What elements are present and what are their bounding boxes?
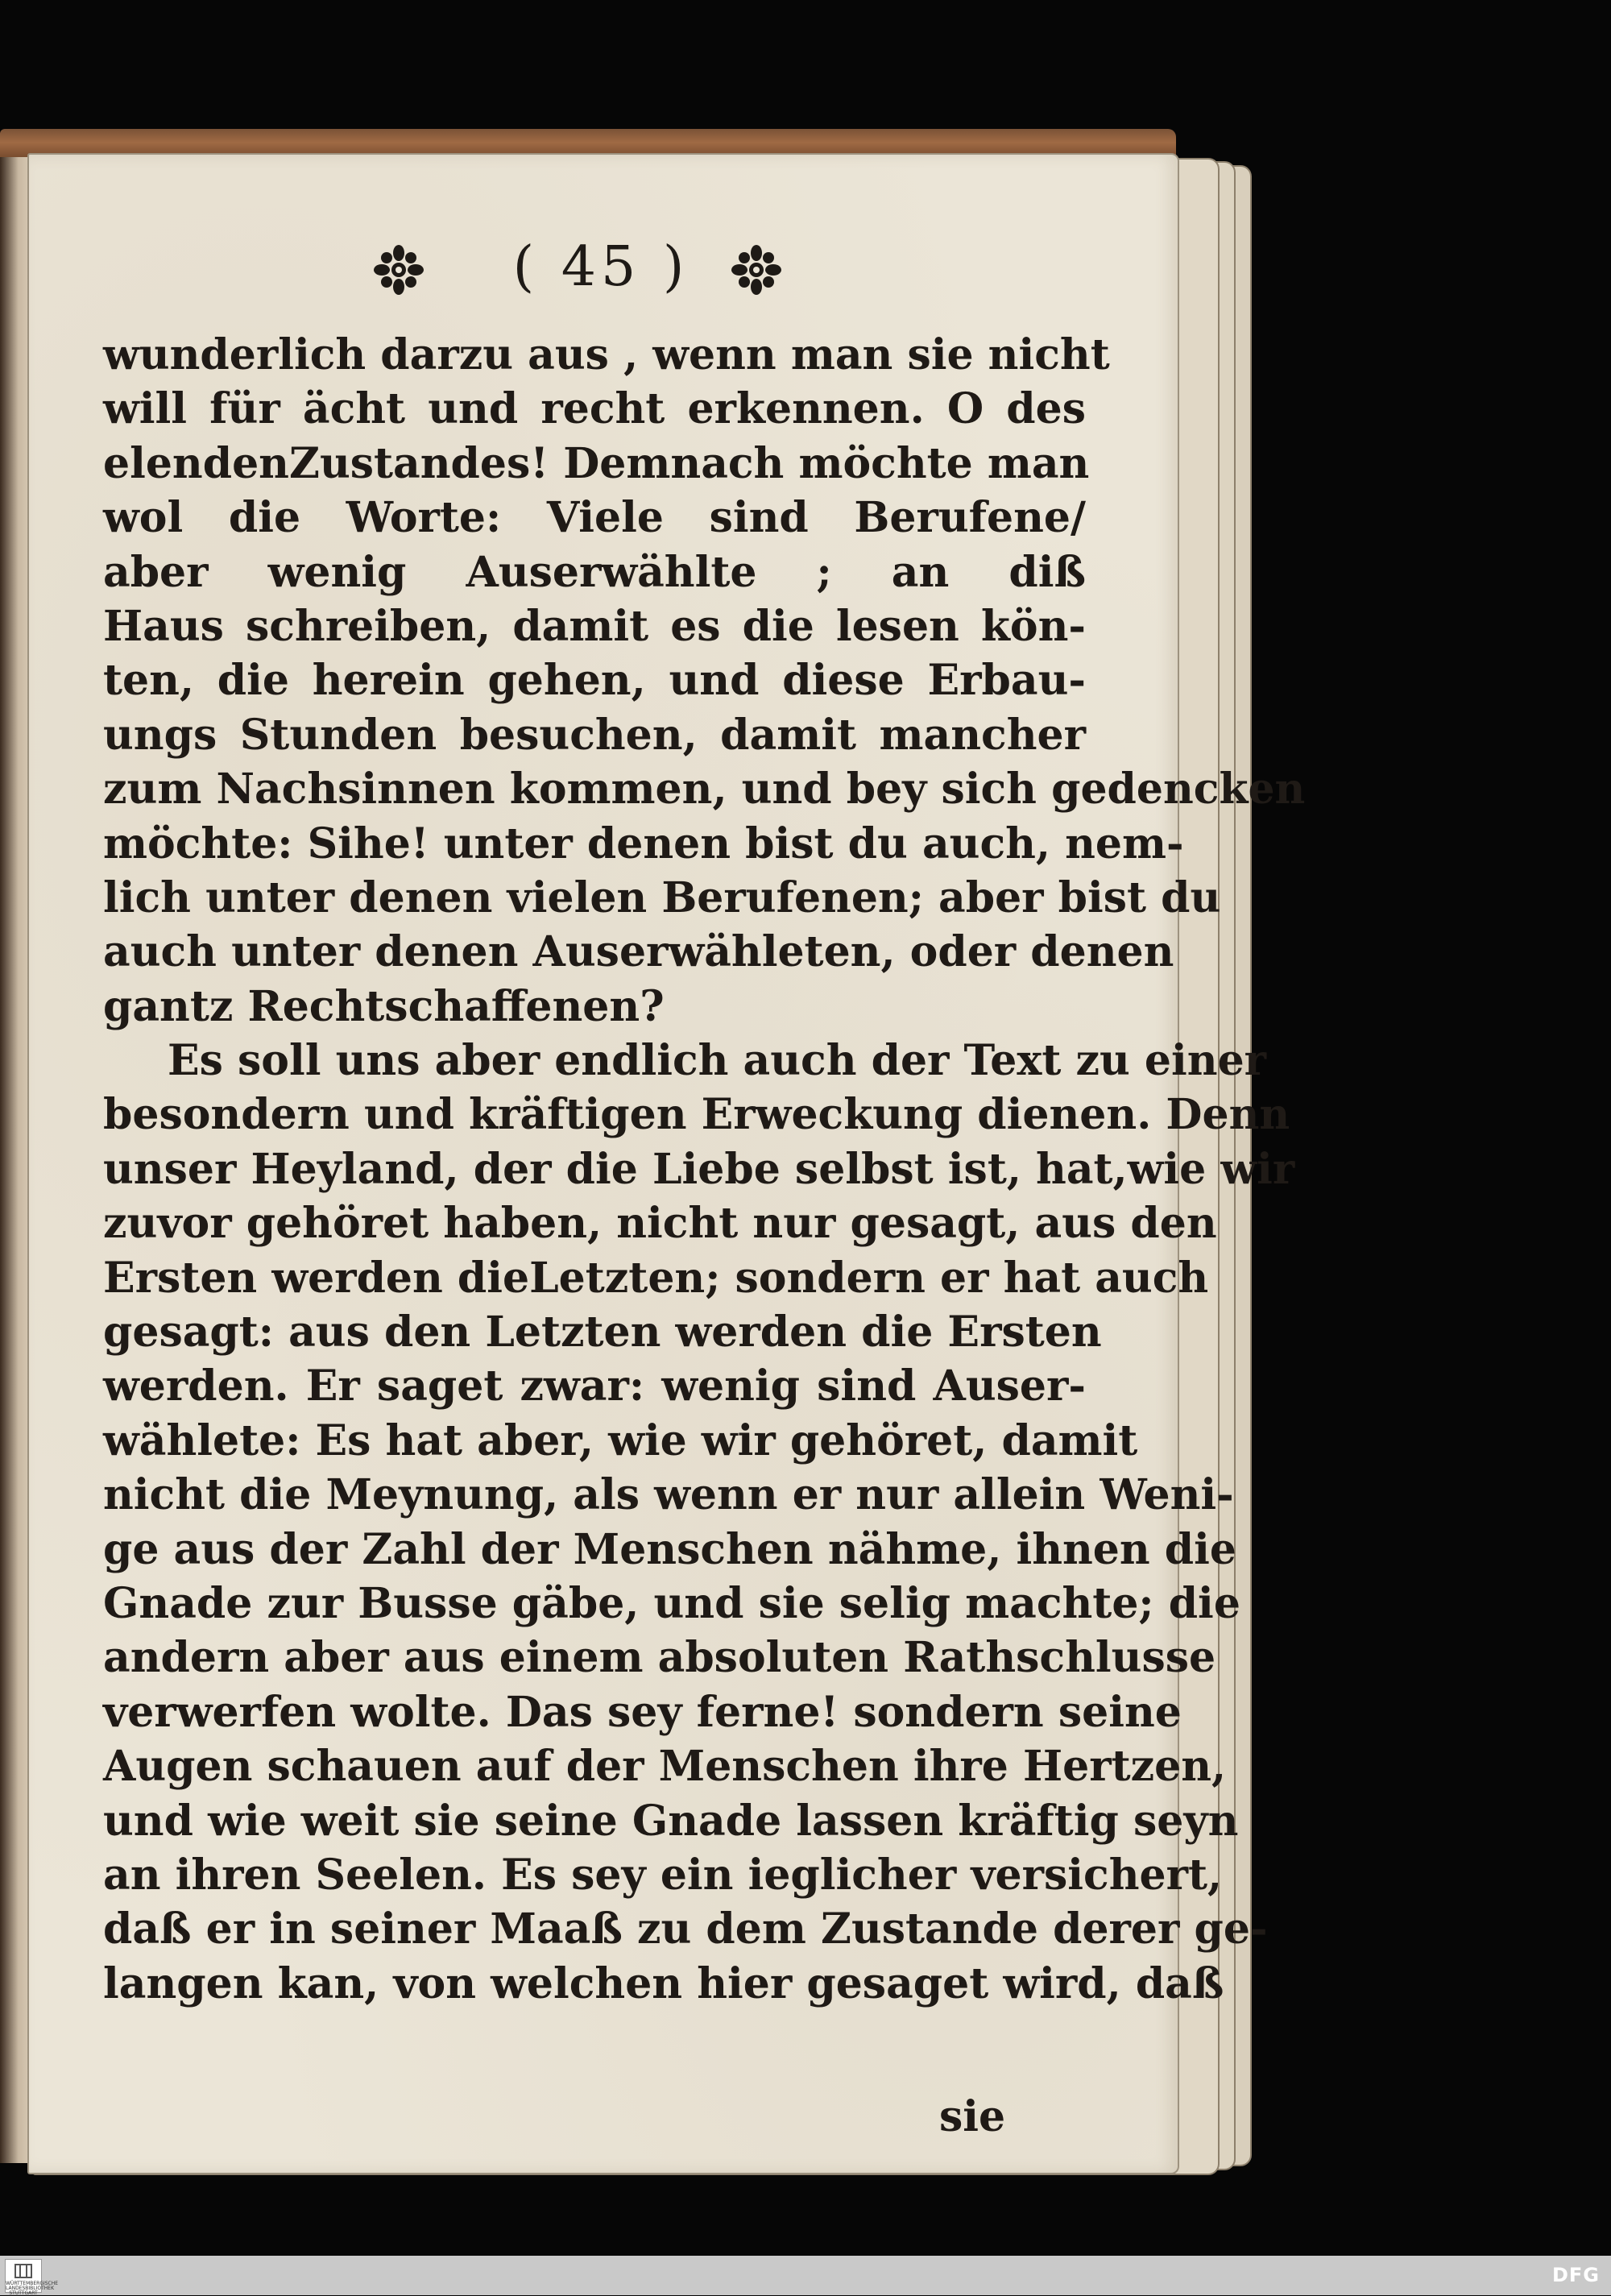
flower-ornament-icon [374,245,424,295]
library-logo-glyph [14,2263,33,2279]
body-text [103,328,1306,2011]
text-line: zuvor gehöret haben, nicht nur gesagt, aus den [103,1199,1217,1249]
text-line: andern aber aus einem absoluten Rathschlusse [103,1633,1216,1683]
text-line: wählete: Es hat aber, wie wir gehöret, damit [103,1415,1138,1465]
text-line: auch unter denen Auserwähleten, oder denen [103,927,1174,977]
dfg-label: DFG [1551,2264,1600,2286]
text-line: ten, die herein gehen, und diese Erbau- [103,656,1086,706]
flower-ornament-icon [731,245,781,295]
text-line: besondern und kräftigen Erweckung dienen. Denn [103,1090,1290,1140]
text-line: Es soll uns aber endlich auch der Text zu einer [168,1036,1267,1086]
text-line: gesagt: aus den Letzten werden die Ersten [103,1308,1102,1357]
text-line: Gnade zur Busse gäbe, und sie selig machte; die [103,1578,1240,1628]
page-number: ( 45 ) [512,235,690,299]
text-line: lich unter denen vielen Berufenen; aber bist du [103,872,1221,922]
text-line: werden. Er saget zwar: wenig sind Auser- [103,1361,1086,1411]
text-line: ungs Stunden besuchen, damit mancher [103,710,1086,760]
text-line: unser Heyland, der die Liebe selbst ist, hat,wie wir [103,1144,1295,1194]
book-spine [0,157,31,2163]
text-line: an ihren Seelen. Es sey ein ieglicher versichert, [103,1850,1223,1900]
text-line: daß er in seiner Maaß zu dem Zustande derer ge- [103,1904,1268,1954]
text-line: langen kan, von welchen hier gesaget wird, daß [103,1958,1224,2008]
text-line: elendenZustandes! Demnach möchte man [103,438,1090,488]
text-line: aber wenig Auserwählte ; an diß [103,547,1086,597]
text-line: wol die Worte: Viele sind Berufene/ [103,493,1086,543]
text-line: ge aus der Zahl der Menschen nähme, ihnen die [103,1524,1236,1574]
library-logo-text: WÜRTTEMBERGISCHE LANDESBIBLIOTHEK STUTTGART [6,2281,59,2296]
text-line: nicht die Meynung, als wenn er nur allein Weni- [103,1470,1234,1520]
library-logo-icon[interactable] [5,2259,59,2296]
text-line: Haus schreiben, damit es die lesen kön- [103,601,1086,651]
text-line: und wie weit sie seine Gnade lassen kräftig seyn [103,1796,1239,1846]
book-page [27,153,1306,2174]
viewer-bottom-bar [0,2256,1611,2295]
page-header [29,235,1178,308]
text-line: verwerfen wolte. Das sey ferne! sondern seine [103,1687,1182,1737]
text-line: wunderlich darzu aus , wenn man sie nicht [103,330,1110,379]
text-line: möchte: Sihe! unter denen bist du auch, nem- [103,819,1184,868]
text-line: gantz Rechtschaffenen? [103,981,665,1031]
catchword: sie [939,2092,1006,2141]
text-line: will für ächt und recht erkennen. O des [103,384,1086,434]
text-line: Augen schauen auf der Menschen ihre Hertzen, [103,1742,1227,1792]
text-line: zum Nachsinnen kommen, und bey sich gedencken [103,765,1306,814]
text-line: Ersten werden dieLetzten; sondern er hat auch [103,1253,1209,1303]
